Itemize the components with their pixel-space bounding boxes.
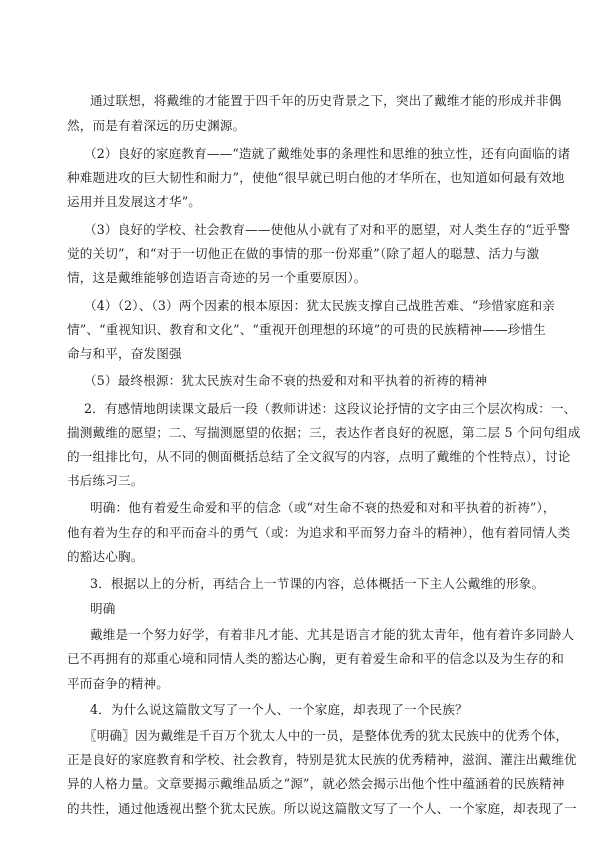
text-line: 明确 — [90, 601, 116, 616]
text-line: （2）良好的家庭教育——“造就了戴维处事的条理性和思维的独立性，还有向面临的诸 — [84, 146, 571, 161]
text-line: 2．有感情地朗读课文最后一段（教师讲述：这段议论抒情的文字由三个层次构成：一、 — [84, 401, 577, 416]
text-line: 他有着为生存的和平而奋斗的勇气（或：为追求和平而努力奋斗的精神），他有着同情人类 — [67, 525, 571, 540]
text-line: （3）良好的学校、社会教育——使他从小就有了对和平的愿望，对人类生存的“近乎警 — [84, 222, 571, 237]
text-line: 的共性，通过他透视出整个犹太民族。所以说这篇散文写了一个人、一个家庭，却表现了一 — [67, 801, 577, 816]
text-line: 的豁达心胸。 — [67, 549, 144, 564]
text-line: 的一组排比句，从不同的侧面概括总结了全文叙写的内容，点明了戴维的个性特点），讨论 — [67, 449, 571, 464]
text-line: 异的人格力量。文章要揭示戴维品质之“源”，就必然会揭示出他个性中蕴涵着的民族精神 — [67, 776, 565, 791]
text-line: 正是良好的家庭教育和学校、社会教育，特别是犹太民族的优秀精神，滋润、灌注出戴维优 — [67, 752, 577, 767]
text-line: 觉的关切”，和“对于一切他正在做的事情的那一份郑重”（除了超人的聪慧、活力与激 — [67, 246, 540, 261]
text-line: 情，这是戴维能够创造语言奇迹的另一个重要原因）。 — [67, 270, 367, 285]
text-line: 揣测戴维的愿望；二、写揣测愿望的依据；三，表达作者良好的祝愿，第二层 5 个问句组成 — [67, 425, 581, 440]
text-line: 戴维是一个努力好学，有着非凡才能、尤其是语言才能的犹太青年，他有着许多同龄人 — [90, 627, 575, 642]
text-line: （4）（2）、（3）两个因素的根本原因：犹太民族支撑自己战胜苦难、“珍惜家庭和亲 — [84, 298, 555, 313]
text-line: 已不再拥有的郑重心境和同情人类的豁达心胸，更有着爱生命和平的信念以及为生存的和 — [67, 651, 565, 666]
text-line: 然，而是有着深远的历史渊源。 — [67, 118, 246, 133]
text-line: 通过联想，将戴维的才能置于四千年的历史背景之下，突出了戴维才能的形成并非偶 — [90, 93, 562, 108]
text-line: （5）最终根源：犹太民族对生命不衰的热爱和对和平执着的祈祷的精神 — [84, 373, 488, 388]
text-line: 情”、“重视知识、教育和文化”、“重视开创理想的环境”的可贵的民族精神——珍惜生 — [67, 322, 546, 337]
text-line: 〖明确〗因为戴维是千百万个犹太人中的一员，是整体优秀的犹太民族中的优秀个体， — [84, 728, 569, 743]
text-line: 3．根据以上的分析，再结合上一节课的内容，总体概括一下主人公戴维的形象。 — [90, 576, 545, 591]
text-line: 4．为什么说这篇散文写了一个人、一个家庭，却表现了一个民族？ — [90, 702, 468, 717]
text-line: 书后练习三。 — [67, 473, 144, 488]
text-line: 明确：他有着爱生命爱和平的信念（或“对生命不衰的热爱和对和平执着的祈祷”）， — [90, 500, 556, 515]
text-line: 种难题进攻的巨大韧性和耐力”，使他“很早就已明白他的才华所在，也知道如何最有效地 — [67, 170, 565, 185]
text-line: 命与和平，奋发图强 — [67, 346, 182, 361]
text-line: 平而奋争的精神。 — [67, 676, 169, 691]
text-line: 运用并且发展这才华”。 — [67, 194, 202, 209]
